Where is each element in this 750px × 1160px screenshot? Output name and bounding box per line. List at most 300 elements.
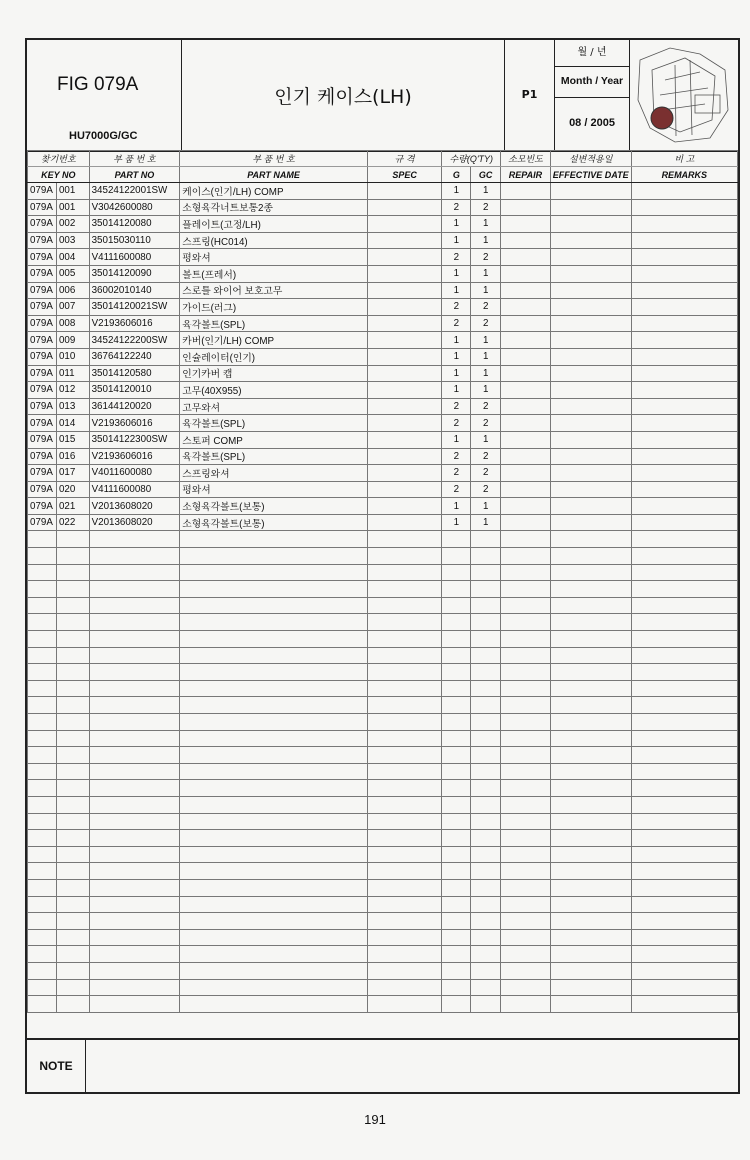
- cell-empty: [367, 730, 442, 747]
- cell-empty: [56, 929, 89, 946]
- cell-name: 인기카버 캡: [180, 365, 368, 382]
- cell-empty: [367, 597, 442, 614]
- cell-empty: [442, 962, 471, 979]
- cell-key: 017: [56, 465, 89, 482]
- cell-empty: [28, 763, 57, 780]
- cell-key: 014: [56, 415, 89, 432]
- cell-g: 1: [442, 365, 471, 382]
- cell-empty: [631, 183, 737, 200]
- table-row: [28, 216, 738, 233]
- cell-empty: [89, 846, 180, 863]
- cell-empty: [367, 896, 442, 913]
- col-qty-kr: 수량(Q'TY): [442, 151, 501, 167]
- cell-empty: [501, 996, 551, 1013]
- cell-empty: [631, 232, 737, 249]
- cell-empty: [28, 929, 57, 946]
- cell-empty: [56, 631, 89, 648]
- cell-empty: [56, 780, 89, 797]
- cell-empty: [631, 929, 737, 946]
- cell-empty: [471, 647, 501, 664]
- cell-empty: [442, 780, 471, 797]
- cell-empty: [442, 581, 471, 598]
- cell-gc: 1: [471, 431, 501, 448]
- cell-empty: [180, 796, 368, 813]
- cell-fig: 079A: [28, 183, 57, 200]
- cell-empty: [89, 946, 180, 963]
- table-row: [28, 232, 738, 249]
- cell-empty: [550, 531, 631, 548]
- cell-part: 36002010140: [89, 282, 180, 299]
- cell-part: V2193606016: [89, 448, 180, 465]
- empty-row: [28, 664, 738, 681]
- cell-empty: [442, 714, 471, 731]
- cell-empty: [442, 730, 471, 747]
- cell-empty: [367, 481, 442, 498]
- cell-empty: [631, 697, 737, 714]
- cell-name: 고무와셔: [180, 398, 368, 415]
- cell-name: 소형육각너트보통2종: [180, 199, 368, 216]
- cell-key: 008: [56, 315, 89, 332]
- cell-empty: [367, 962, 442, 979]
- cell-empty: [367, 564, 442, 581]
- cell-empty: [550, 946, 631, 963]
- cell-empty: [442, 564, 471, 581]
- cell-empty: [367, 315, 442, 332]
- cell-gc: 2: [471, 249, 501, 266]
- cell-empty: [56, 863, 89, 880]
- cell-empty: [550, 514, 631, 531]
- cell-name: 고무(40X955): [180, 382, 368, 399]
- cell-empty: [89, 531, 180, 548]
- cell-empty: [367, 216, 442, 233]
- cell-empty: [501, 813, 551, 830]
- cell-empty: [631, 431, 737, 448]
- cell-empty: [501, 929, 551, 946]
- cell-empty: [180, 647, 368, 664]
- cell-empty: [180, 863, 368, 880]
- cell-empty: [56, 879, 89, 896]
- cell-g: 2: [442, 299, 471, 316]
- cell-empty: [550, 465, 631, 482]
- cell-empty: [631, 398, 737, 415]
- note-label: NOTE: [27, 1040, 86, 1092]
- cell-empty: [442, 548, 471, 565]
- cell-empty: [180, 913, 368, 930]
- cell-empty: [89, 979, 180, 996]
- cell-part: V3042600080: [89, 199, 180, 216]
- col-key-kr: 찾기번호: [28, 151, 90, 167]
- empty-row: [28, 830, 738, 847]
- cell-empty: [367, 299, 442, 316]
- cell-empty: [631, 863, 737, 880]
- cell-empty: [367, 415, 442, 432]
- cell-empty: [56, 581, 89, 598]
- cell-empty: [550, 365, 631, 382]
- model-name: HU7000G/GC: [69, 130, 138, 142]
- cell-g: 1: [442, 431, 471, 448]
- cell-empty: [501, 365, 551, 382]
- cell-g: 1: [442, 382, 471, 399]
- cell-empty: [367, 514, 442, 531]
- cell-empty: [442, 929, 471, 946]
- cell-empty: [550, 382, 631, 399]
- cell-empty: [28, 647, 57, 664]
- cell-empty: [180, 730, 368, 747]
- cell-empty: [180, 946, 368, 963]
- cell-empty: [631, 664, 737, 681]
- cell-empty: [180, 896, 368, 913]
- table-row: [28, 299, 738, 316]
- table-row: [28, 348, 738, 365]
- cell-empty: [442, 597, 471, 614]
- cell-empty: [28, 780, 57, 797]
- cell-empty: [550, 631, 631, 648]
- engine-diagram-icon: [630, 40, 738, 150]
- cell-empty: [28, 879, 57, 896]
- cell-g: 1: [442, 332, 471, 349]
- cell-empty: [56, 597, 89, 614]
- cell-empty: [631, 780, 737, 797]
- cell-g: 2: [442, 315, 471, 332]
- cell-empty: [56, 714, 89, 731]
- cell-empty: [471, 896, 501, 913]
- cell-key: 010: [56, 348, 89, 365]
- cell-empty: [28, 631, 57, 648]
- cell-empty: [471, 946, 501, 963]
- table-row: [28, 398, 738, 415]
- cell-empty: [367, 830, 442, 847]
- cell-empty: [631, 962, 737, 979]
- cell-empty: [550, 830, 631, 847]
- cell-empty: [180, 929, 368, 946]
- cell-empty: [56, 531, 89, 548]
- cell-empty: [180, 780, 368, 797]
- cell-empty: [501, 249, 551, 266]
- cell-empty: [180, 996, 368, 1013]
- cell-empty: [550, 896, 631, 913]
- cell-empty: [501, 498, 551, 515]
- cell-empty: [550, 564, 631, 581]
- cell-key: 009: [56, 332, 89, 349]
- cell-gc: 1: [471, 282, 501, 299]
- cell-fig: 079A: [28, 249, 57, 266]
- cell-empty: [367, 249, 442, 266]
- cell-empty: [631, 796, 737, 813]
- cell-empty: [180, 581, 368, 598]
- cell-empty: [501, 631, 551, 648]
- cell-empty: [442, 830, 471, 847]
- cell-name: 평와셔: [180, 481, 368, 498]
- cell-empty: [180, 879, 368, 896]
- cell-empty: [631, 581, 737, 598]
- cell-empty: [471, 614, 501, 631]
- cell-empty: [180, 614, 368, 631]
- cell-empty: [180, 979, 368, 996]
- cell-empty: [501, 564, 551, 581]
- cell-key: 011: [56, 365, 89, 382]
- cell-empty: [631, 282, 737, 299]
- cell-empty: [501, 780, 551, 797]
- parts-list-sheet: [25, 38, 740, 1094]
- table-row: [28, 249, 738, 266]
- cell-name: 볼트(프레서): [180, 265, 368, 282]
- cell-empty: [89, 780, 180, 797]
- cell-gc: 1: [471, 365, 501, 382]
- cell-empty: [550, 863, 631, 880]
- empty-row: [28, 813, 738, 830]
- cell-empty: [501, 863, 551, 880]
- cell-empty: [367, 813, 442, 830]
- cell-g: 1: [442, 282, 471, 299]
- cell-empty: [442, 996, 471, 1013]
- cell-empty: [367, 846, 442, 863]
- cell-empty: [28, 747, 57, 764]
- cell-empty: [550, 448, 631, 465]
- empty-row: [28, 597, 738, 614]
- cell-g: 1: [442, 232, 471, 249]
- cell-empty: [442, 531, 471, 548]
- cell-empty: [442, 879, 471, 896]
- cell-name: 육각볼트(SPL): [180, 315, 368, 332]
- cell-empty: [56, 680, 89, 697]
- cell-empty: [180, 631, 368, 648]
- cell-empty: [471, 863, 501, 880]
- cell-empty: [550, 614, 631, 631]
- cell-name: 스프링(HC014): [180, 232, 368, 249]
- cell-empty: [89, 929, 180, 946]
- table-row: [28, 282, 738, 299]
- cell-gc: 1: [471, 514, 501, 531]
- cell-name: 스프링와셔: [180, 465, 368, 482]
- cell-empty: [550, 913, 631, 930]
- empty-row: [28, 996, 738, 1013]
- cell-empty: [501, 448, 551, 465]
- cell-key: 022: [56, 514, 89, 531]
- cell-empty: [471, 846, 501, 863]
- cell-fig: 079A: [28, 365, 57, 382]
- sheet-header: [27, 40, 738, 152]
- cell-empty: [471, 962, 501, 979]
- table-row: [28, 481, 738, 498]
- cell-empty: [501, 913, 551, 930]
- cell-gc: 2: [471, 465, 501, 482]
- cell-part: 35014120090: [89, 265, 180, 282]
- cell-fig: 079A: [28, 315, 57, 332]
- cell-empty: [631, 448, 737, 465]
- cell-empty: [367, 431, 442, 448]
- cell-part: V2013608020: [89, 498, 180, 515]
- table-row: [28, 514, 738, 531]
- col-partname-en: PART NAME: [180, 167, 368, 183]
- cell-fig: 079A: [28, 299, 57, 316]
- cell-gc: 2: [471, 415, 501, 432]
- cell-empty: [180, 830, 368, 847]
- cell-empty: [550, 747, 631, 764]
- cell-key: 005: [56, 265, 89, 282]
- cell-empty: [501, 315, 551, 332]
- cell-empty: [56, 830, 89, 847]
- cell-part: 35014120021SW: [89, 299, 180, 316]
- cell-empty: [28, 714, 57, 731]
- empty-row: [28, 879, 738, 896]
- cell-empty: [501, 946, 551, 963]
- cell-part: V2193606016: [89, 315, 180, 332]
- cell-empty: [180, 747, 368, 764]
- cell-empty: [631, 382, 737, 399]
- empty-row: [28, 946, 738, 963]
- cell-empty: [550, 398, 631, 415]
- cell-empty: [56, 946, 89, 963]
- cell-gc: 2: [471, 315, 501, 332]
- cell-name: 육각볼트(SPL): [180, 415, 368, 432]
- cell-gc: 1: [471, 183, 501, 200]
- cell-key: 013: [56, 398, 89, 415]
- cell-fig: 079A: [28, 382, 57, 399]
- cell-empty: [442, 946, 471, 963]
- cell-name: 인슐레이터(인기): [180, 348, 368, 365]
- cell-empty: [631, 216, 737, 233]
- cell-empty: [631, 415, 737, 432]
- cell-empty: [89, 763, 180, 780]
- cell-empty: [89, 879, 180, 896]
- cell-empty: [442, 913, 471, 930]
- table-row: [28, 382, 738, 399]
- cell-gc: 1: [471, 332, 501, 349]
- cell-empty: [89, 564, 180, 581]
- cell-empty: [550, 481, 631, 498]
- cell-g: 2: [442, 398, 471, 415]
- cell-empty: [471, 780, 501, 797]
- cell-empty: [471, 697, 501, 714]
- cell-empty: [501, 597, 551, 614]
- cell-empty: [501, 962, 551, 979]
- cell-empty: [550, 597, 631, 614]
- cell-empty: [471, 680, 501, 697]
- cell-empty: [180, 597, 368, 614]
- sheet-title: 인기 케이스(LH): [274, 86, 412, 108]
- cell-empty: [550, 431, 631, 448]
- cell-empty: [550, 647, 631, 664]
- cell-empty: [367, 763, 442, 780]
- figure-cell: [27, 40, 182, 150]
- cell-empty: [367, 382, 442, 399]
- cell-empty: [631, 846, 737, 863]
- cell-g: 1: [442, 514, 471, 531]
- cell-fig: 079A: [28, 282, 57, 299]
- cell-empty: [180, 697, 368, 714]
- cell-empty: [56, 979, 89, 996]
- cell-gc: 2: [471, 299, 501, 316]
- cell-empty: [550, 199, 631, 216]
- cell-key: 001: [56, 183, 89, 200]
- cell-empty: [56, 614, 89, 631]
- table-row: [28, 498, 738, 515]
- table-row: [28, 199, 738, 216]
- cell-empty: [631, 332, 737, 349]
- cell-empty: [550, 730, 631, 747]
- cell-gc: 2: [471, 448, 501, 465]
- cell-part: 34524122200SW: [89, 332, 180, 349]
- cell-empty: [442, 896, 471, 913]
- cell-g: 2: [442, 481, 471, 498]
- cell-empty: [89, 913, 180, 930]
- cell-gc: 1: [471, 348, 501, 365]
- cell-empty: [89, 813, 180, 830]
- cell-empty: [367, 796, 442, 813]
- table-row: [28, 183, 738, 200]
- cell-empty: [550, 265, 631, 282]
- cell-empty: [56, 996, 89, 1013]
- cell-empty: [367, 531, 442, 548]
- cell-empty: [501, 514, 551, 531]
- cell-empty: [56, 913, 89, 930]
- cell-empty: [501, 465, 551, 482]
- cell-empty: [550, 796, 631, 813]
- col-spec-kr: 규 격: [367, 151, 442, 167]
- cell-part: V4111600080: [89, 249, 180, 266]
- cell-gc: 1: [471, 498, 501, 515]
- cell-empty: [550, 581, 631, 598]
- cell-empty: [631, 531, 737, 548]
- cell-empty: [501, 199, 551, 216]
- table-row: [28, 415, 738, 432]
- cell-empty: [631, 564, 737, 581]
- cell-empty: [28, 813, 57, 830]
- cell-empty: [631, 465, 737, 482]
- cell-empty: [442, 796, 471, 813]
- cell-empty: [501, 332, 551, 349]
- cell-empty: [631, 299, 737, 316]
- cell-empty: [367, 348, 442, 365]
- cell-empty: [28, 996, 57, 1013]
- cell-empty: [631, 714, 737, 731]
- cell-key: 007: [56, 299, 89, 316]
- cell-empty: [367, 398, 442, 415]
- cell-empty: [550, 813, 631, 830]
- cell-empty: [28, 946, 57, 963]
- cell-g: 1: [442, 498, 471, 515]
- col-partname-kr: 부 품 번 호: [180, 151, 368, 167]
- cell-gc: 1: [471, 382, 501, 399]
- cell-empty: [471, 631, 501, 648]
- cell-part: 35014122300SW: [89, 431, 180, 448]
- cell-empty: [501, 614, 551, 631]
- cell-empty: [550, 332, 631, 349]
- cell-empty: [28, 597, 57, 614]
- cell-fig: 079A: [28, 332, 57, 349]
- cell-empty: [550, 348, 631, 365]
- empty-row: [28, 913, 738, 930]
- cell-empty: [501, 183, 551, 200]
- cell-fig: 079A: [28, 465, 57, 482]
- cell-part: 35014120080: [89, 216, 180, 233]
- cell-fig: 079A: [28, 348, 57, 365]
- cell-empty: [471, 664, 501, 681]
- cell-empty: [550, 232, 631, 249]
- empty-row: [28, 531, 738, 548]
- cell-empty: [367, 996, 442, 1013]
- cell-empty: [28, 846, 57, 863]
- col-gc-en: GC: [471, 167, 501, 183]
- cell-empty: [442, 813, 471, 830]
- cell-empty: [28, 863, 57, 880]
- cell-empty: [471, 597, 501, 614]
- empty-row: [28, 846, 738, 863]
- cell-empty: [442, 664, 471, 681]
- cell-empty: [501, 680, 551, 697]
- cell-empty: [89, 581, 180, 598]
- cell-empty: [367, 929, 442, 946]
